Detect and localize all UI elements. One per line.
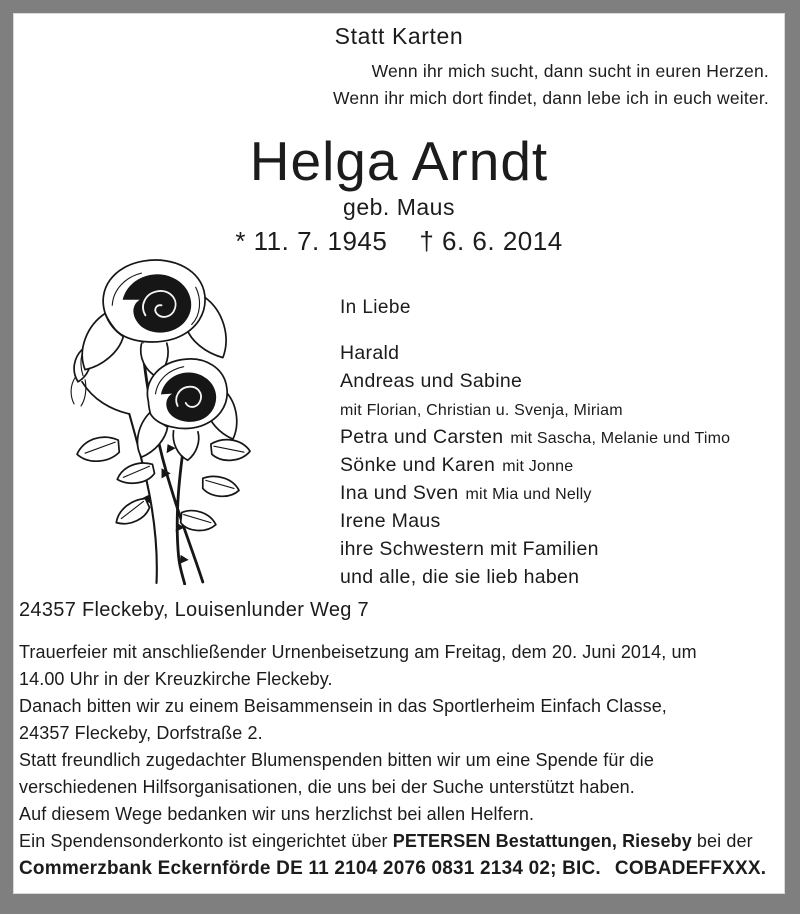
notice-header: Statt Karten <box>334 23 464 49</box>
donation-line <box>19 828 766 855</box>
donation-text: bei der <box>691 831 753 851</box>
mourner-name: Harald <box>340 342 400 364</box>
mourner-children: mit Jonne <box>502 458 574 475</box>
mourner-name: Ina und Sven <box>340 482 459 504</box>
birth-date: * 11. 7. 1945 <box>235 226 388 256</box>
funeral-home-name: PETERSEN Bestattungen, Rieseby <box>392 831 692 851</box>
mourner-children: mit Mia und Nelly <box>465 486 592 503</box>
memorial-verse <box>333 58 769 111</box>
detail-line: Trauerfeier mit anschließender Urnenbeisetzung am Freitag, dem 20. Juni 2014, um <box>19 642 697 662</box>
bic-code: COBADEFFXXX. <box>614 858 767 879</box>
funeral-details <box>19 639 766 882</box>
salutation: In Liebe <box>340 297 411 318</box>
mourner-name: ihre Schwestern mit Familien <box>340 538 599 560</box>
verse-line: Wenn ihr mich sucht, dann sucht in euren Herzen. <box>371 61 769 81</box>
mourner-line <box>340 564 730 592</box>
detail-line: Statt freundlich zugedachter Blumenspenden bitten wir um eine Spende für die <box>19 750 654 770</box>
mourner-name: Sönke und Karen <box>340 454 496 476</box>
donation-text: Ein Spendensonderkonto ist eingerichtet über <box>19 831 393 851</box>
deceased-name: Helga Arndt <box>249 130 549 192</box>
mourner-line <box>340 368 730 396</box>
mourner-name: und alle, die sie lieb haben <box>340 566 580 588</box>
notice-sheet <box>13 13 785 894</box>
mourner-name: Irene Maus <box>340 510 441 532</box>
detail-line: 14.00 Uhr in der Kreuzkirche Fleckeby. <box>19 669 333 689</box>
death-date: † 6. 6. 2014 <box>419 226 563 256</box>
mourner-line <box>340 452 730 480</box>
mourner-line <box>340 508 730 536</box>
iban-text: Commerzbank Eckernförde DE 11 2104 2076 0831 2134 02; BIC. <box>19 858 601 879</box>
home-address: 24357 Fleckeby, Louisenlunder Weg 7 <box>19 599 369 621</box>
mourner-line <box>340 340 730 368</box>
mourner-line <box>340 536 730 564</box>
mourner-line <box>340 480 730 508</box>
mourner-children: mit Sascha, Melanie und Timo <box>510 430 731 447</box>
mourner-name: Andreas und Sabine <box>340 370 523 392</box>
mourner-name: Petra und Carsten <box>340 426 504 448</box>
mourners-list <box>340 340 730 592</box>
bank-account-line <box>19 855 766 882</box>
mourner-line <box>340 424 730 452</box>
rose-bouquet-illustration <box>53 253 258 585</box>
verse-line: Wenn ihr mich dort findet, dann lebe ich in euch weiter. <box>333 87 769 108</box>
maiden-name: geb. Maus <box>343 194 455 220</box>
mourner-line <box>340 396 730 424</box>
detail-line: Danach bitten wir zu einem Beisammensein in das Sportlerheim Einfach Classe, <box>19 696 667 716</box>
detail-line: 24357 Fleckeby, Dorfstraße 2. <box>19 723 263 743</box>
detail-line: verschiedenen Hilfsorganisationen, die uns bei der Suche unterstützt haben. <box>19 777 635 797</box>
mourner-children: mit Florian, Christian u. Svenja, Miriam <box>340 402 623 419</box>
detail-line: Auf diesem Wege bedanken wir uns herzlichst bei allen Helfern. <box>19 804 535 824</box>
